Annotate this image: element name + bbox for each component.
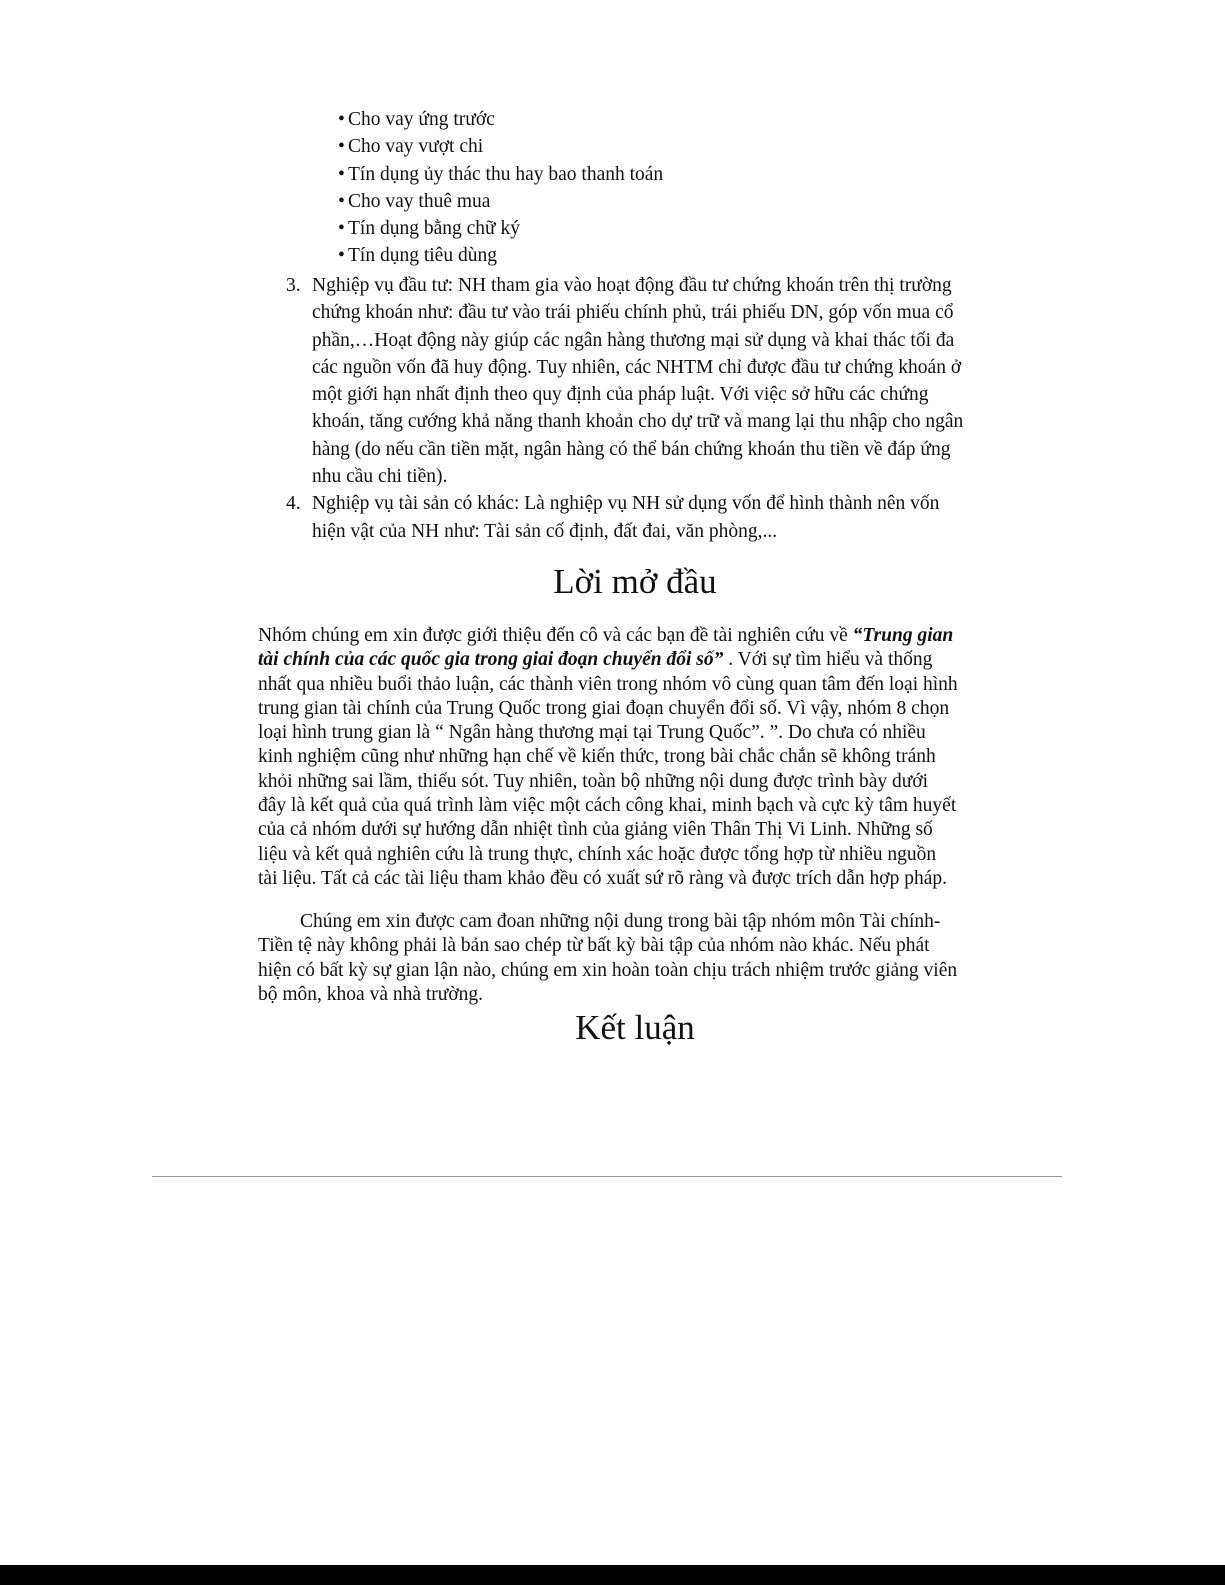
bullet-text: Tín dụng bằng chữ ký <box>348 218 520 240</box>
bullet-marker: • <box>338 245 345 267</box>
intro-heading: Lời mở đầu <box>553 562 717 601</box>
item-number: 4. <box>286 493 301 515</box>
numbered-item <box>286 272 966 490</box>
page-divider <box>152 1176 1062 1177</box>
bullet-text: Cho vay ứng trước <box>348 109 495 130</box>
bullet-text: Tín dụng ủy thác thu hay bao thanh toán <box>348 163 664 185</box>
bullet-marker: • <box>338 218 345 240</box>
bullet-text: Tín dụng tiêu dùng <box>348 245 497 267</box>
intro-paragraph <box>258 624 958 891</box>
bullet-list <box>338 106 663 270</box>
bullet-item <box>338 215 663 242</box>
bullet-marker: • <box>338 109 345 130</box>
bottom-bar <box>0 1565 1225 1585</box>
numbered-item <box>286 490 966 545</box>
bullet-marker: • <box>338 136 345 158</box>
intro-text-after: . Với sự tìm hiểu và thống nhất qua nhiều buổi thảo luận, các thành viên trong nhóm vô cùng quan tâm đến loại hình trung gian tài chính của Trung Quốc trong giai đoạn chuyển đổi số. Vì vậy, nhóm 8 chọn loại hình trung gian là “ Ngân hàng thương mại tại Trung Quốc”. ”. Do chưa có nhiều kinh nghiệm cũng như những hạn chế về kiến thức, trong bài chắc chắn sẽ không tránh khỏi những sai lầm, thiếu sót. Tuy nhiên, toàn bộ những nội dung được trình bày dưới đây là kết quả của quá trình làm việc một cách công khai, minh bạch và cực kỳ tâm huyết của cả nhóm dưới sự hướng dẫn nhiệt tình của giảng viên Thân Thị Vi Linh. Những số liệu và kết quả nghiên cứu là trung thực, chính xác hoặc được tổng hợp từ nhiều nguồn tài liệu. Tất cả các tài liệu tham khảo đều có xuất sứ rõ ràng và được trích dẫn hợp pháp. <box>258 649 958 889</box>
item-text: Nghiệp vụ tài sản có khác: Là nghiệp vụ NH sử dụng vốn để hình thành nên vốn hiện vật của NH như: Tài sản cố định, đất đai, văn phòng,... <box>312 493 940 542</box>
intro-text-before: Nhóm chúng em xin được giới thiệu đến cô và các bạn đề tài nghiên cứu về <box>258 625 853 646</box>
commitment-paragraph: Chúng em xin được cam đoan những nội dung trong bài tập nhóm môn Tài chính-Tiền tệ này không phải là bản sao chép từ bất kỳ bài tập của nhóm nào khác. Nếu phát hiện có bất kỳ sự gian lận nào, chúng em xin hoàn toàn chịu trách nhiệm trước giảng viên bộ môn, khoa và nhà trường. <box>258 911 958 1005</box>
item-number: 3. <box>286 275 301 296</box>
topic-title: “Trung gian tài chính của các quốc gia trong giai đoạn chuyển đổi số” <box>258 625 954 671</box>
conclusion-heading: Kết luận <box>575 1008 695 1047</box>
bullet-item <box>338 188 663 215</box>
bullet-text: Cho vay thuê mua <box>348 190 491 212</box>
bullet-marker: • <box>338 190 345 212</box>
numbered-list <box>286 272 966 545</box>
bullet-item <box>338 106 663 133</box>
bullet-item <box>338 133 663 160</box>
bullet-marker: • <box>338 163 345 185</box>
bullet-item <box>338 242 663 269</box>
bullet-text: Cho vay vượt chi <box>348 136 484 158</box>
item-text: Nghiệp vụ đầu tư: NH tham gia vào hoạt động đầu tư chứng khoán trên thị trường chứng khoán như: đầu tư vào trái phiếu chính phủ, trái phiếu DN, góp vốn mua cổ phần,…Hoạt động này giúp các ngân hàng thương mại sử dụng và khai thác tối đa các nguồn vốn đã huy động. Tuy nhiên, các NHTM chỉ được đầu tư chứng khoán ở một giới hạn nhất định theo quy định của pháp luật. Với việc sở hữu các chứng khoán, tăng cướng khả năng thanh khoản cho dự trữ và mang lại thu nhập cho ngân hàng (do nếu cần tiền mặt, ngân hàng có thể bán chứng khoán thu tiền về đáp ứng nhu cầu chi tiền). <box>312 275 964 488</box>
bullet-item <box>338 161 663 188</box>
